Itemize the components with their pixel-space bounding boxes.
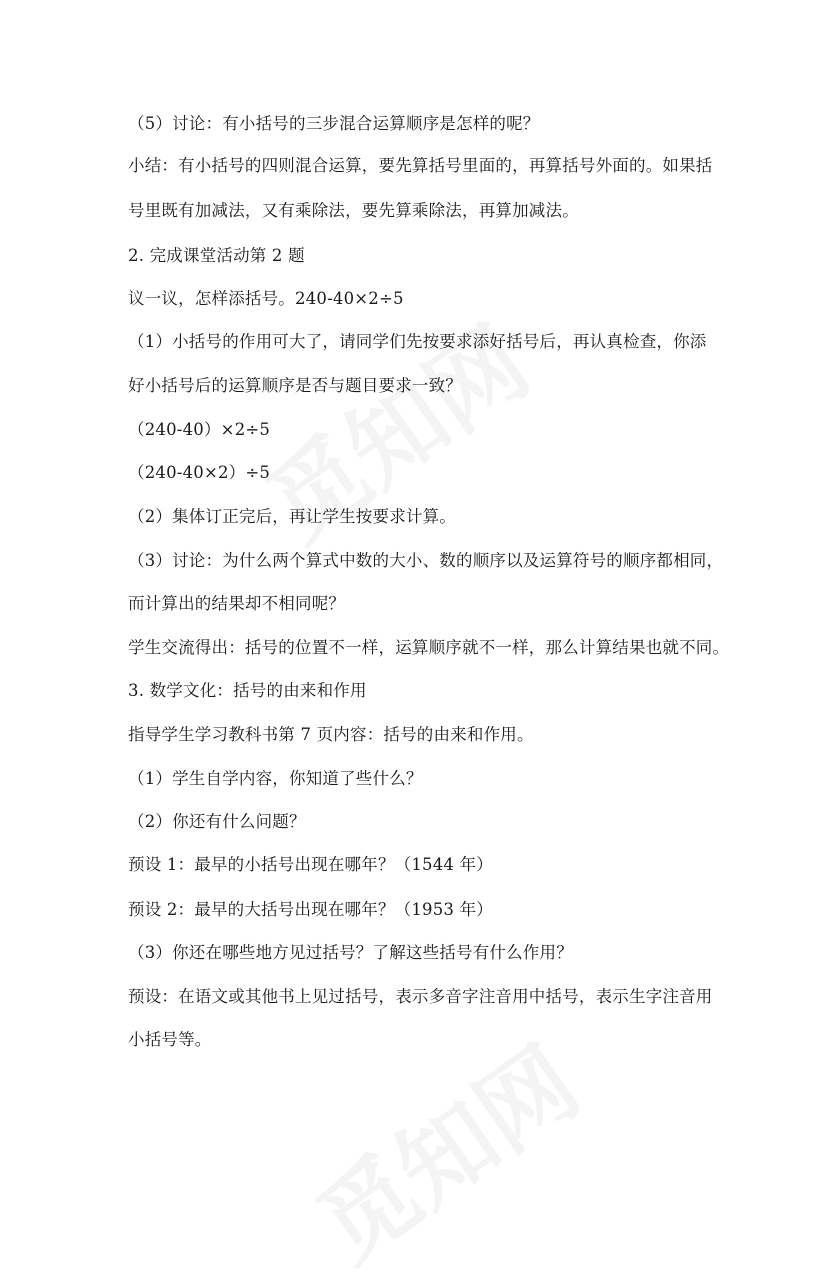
text-line: 小括号等。 bbox=[128, 1030, 212, 1049]
text-line: （1）学生自学内容，你知道了些什么？ bbox=[128, 769, 423, 788]
text-line: 指导学生学习教科书第 7 页内容：括号的由来和作用。 bbox=[128, 725, 534, 744]
text-line: （2）你还有什么问题？ bbox=[128, 812, 306, 831]
text-line: （1）小括号的作用可大了，请同学们先按要求添好括号后，再认真检查，你添 bbox=[128, 332, 707, 351]
text-line: 号里既有加减法，又有乘除法，要先算乘除法，再算加减法。 bbox=[128, 201, 579, 220]
text-line: （5）讨论：有小括号的三步混合运算顺序是怎样的呢？ bbox=[128, 114, 540, 133]
text-line: 预设 1：最早的小括号出现在哪年？（1544 年） bbox=[128, 855, 493, 874]
text-line: 学生交流得出：括号的位置不一样，运算顺序就不一样，那么计算结果也就不同。 bbox=[128, 638, 730, 657]
text-line: 3. 数学文化：括号的由来和作用 bbox=[128, 681, 367, 700]
text-line: 小结：有小括号的四则混合运算，要先算括号里面的，再算括号外面的。如果括 bbox=[128, 156, 713, 175]
text-line: 预设：在语文或其他书上见过括号，表示多音字注音用中括号，表示生字注音用 bbox=[128, 987, 713, 1006]
text-line: （2）集体订正完后，再让学生按要求计算。 bbox=[128, 507, 456, 526]
text-line: 预设 2：最早的大括号出现在哪年？（1953 年） bbox=[128, 900, 493, 919]
text-line: 好小括号后的运算顺序是否与题目要求一致？ bbox=[128, 376, 462, 395]
text-line: 而计算出的结果却不相同呢？ bbox=[128, 594, 346, 613]
text-line: 2. 完成课堂活动第 2 题 bbox=[128, 246, 305, 265]
text-line: （3）你还在哪些地方见过括号？了解这些括号有什么作用？ bbox=[128, 943, 573, 962]
text-line: （240-40）×2÷5 bbox=[128, 420, 271, 439]
text-line: （240-40×2）÷5 bbox=[128, 463, 271, 482]
text-line: （3）讨论：为什么两个算式中数的大小、数的顺序以及运算符号的顺序都相同， bbox=[128, 551, 724, 570]
text-line: 议一议，怎样添括号。240-40×2÷5 bbox=[128, 289, 404, 308]
